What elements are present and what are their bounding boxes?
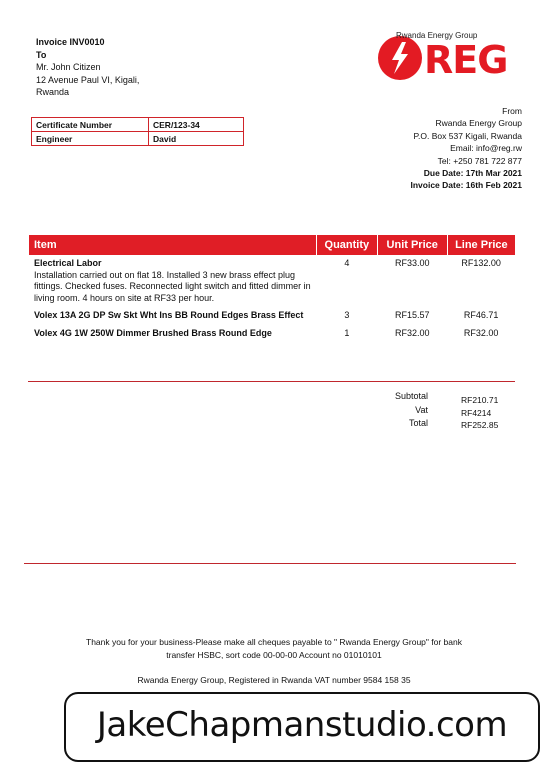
from-company: Rwanda Energy Group bbox=[435, 118, 522, 129]
certificate-number-label: Certificate Number bbox=[32, 118, 149, 132]
item-cell bbox=[29, 307, 316, 325]
certificate-number-value: CER/123-34 bbox=[149, 118, 244, 132]
subtotal-label: Subtotal bbox=[394, 391, 428, 401]
vat-value: RF4214 bbox=[461, 407, 492, 418]
item-cell bbox=[29, 325, 316, 343]
subtotal-value: RF210.71 bbox=[461, 395, 499, 405]
item-unit-price: RF15.57 bbox=[394, 310, 430, 320]
items-divider bbox=[28, 381, 515, 382]
item-quantity: 4 bbox=[344, 258, 350, 268]
item-line-price: RF46.71 bbox=[463, 310, 499, 320]
item-cell bbox=[29, 255, 316, 307]
totals-labels bbox=[380, 390, 428, 431]
due-date: Due Date: 17th Mar 2021 bbox=[423, 168, 522, 179]
header-unit-price: Unit Price bbox=[377, 235, 447, 255]
watermark-banner: JakeChapmanstudio.com bbox=[64, 692, 540, 762]
totals-values bbox=[461, 394, 498, 432]
recipient-address-line-1: 12 Avenue Paul VI, Kigali, bbox=[36, 74, 140, 85]
table-row bbox=[29, 255, 515, 307]
item-description: Installation carried out on flat 18. Installed 3 new brass effect plug fittings. Checked fuses. Reconnected light switch and fitted dimmer in living room. 4 hours on site at RF33 per hour. bbox=[34, 269, 311, 303]
totals-divider bbox=[24, 563, 516, 564]
logo-org-name: Rwanda Energy Group bbox=[396, 31, 478, 40]
footer-registration: Rwanda Energy Group, Registered in Rwanda VAT number 9584 158 35 bbox=[137, 675, 411, 685]
total-label: Total bbox=[408, 418, 428, 428]
footer-thanks bbox=[0, 636, 548, 662]
logo-circle-icon bbox=[378, 36, 422, 80]
recipient-address-line-2: Rwanda bbox=[36, 87, 70, 97]
item-line-price: RF132.00 bbox=[461, 258, 501, 268]
item-title: Volex 13A 2G DP Sw Skt Wht Ins BB Round Edges Brass Effect bbox=[34, 310, 304, 320]
item-quantity: 1 bbox=[344, 327, 350, 338]
invoice-number: Invoice INV0010 bbox=[36, 37, 105, 47]
certificate-row bbox=[32, 118, 244, 132]
footer-thanks-line-2: transfer HSBC, sort code 00-00-00 Account no 01010101 bbox=[166, 650, 382, 660]
recipient-name: Mr. John Citizen bbox=[36, 62, 101, 72]
table-header-row bbox=[29, 235, 515, 255]
company-logo bbox=[378, 31, 513, 81]
item-title: Electrical Labor bbox=[34, 258, 102, 268]
engineer-value: David bbox=[149, 132, 244, 146]
to-label: To bbox=[36, 49, 47, 60]
vat-label: Vat bbox=[415, 404, 428, 415]
line-items-table bbox=[29, 235, 515, 342]
from-label: From bbox=[502, 106, 522, 116]
engineer-label: Engineer bbox=[32, 132, 149, 146]
certificate-row bbox=[32, 132, 244, 146]
table-row bbox=[29, 307, 515, 325]
from-tel: Tel: +250 781 722 877 bbox=[437, 155, 522, 166]
header-quantity: Quantity bbox=[316, 235, 377, 255]
invoice-date: Invoice Date: 16th Feb 2021 bbox=[410, 180, 522, 191]
certificate-table bbox=[31, 117, 244, 146]
header-line-price: Line Price bbox=[447, 235, 515, 255]
from-po-box: P.O. Box 537 Kigali, Rwanda bbox=[413, 130, 522, 141]
item-title: Volex 4G 1W 250W Dimmer Brushed Brass Round Edge bbox=[34, 327, 272, 338]
item-quantity: 3 bbox=[344, 310, 350, 320]
table-row bbox=[29, 325, 515, 343]
item-unit-price: RF33.00 bbox=[394, 258, 430, 268]
total-value: RF252.85 bbox=[461, 420, 499, 430]
footer-thanks-line-1: Thank you for your business-Please make all cheques payable to " Rwanda Energy Group" for bank bbox=[86, 637, 462, 647]
from-block bbox=[411, 105, 523, 192]
item-line-price: RF32.00 bbox=[463, 327, 499, 338]
item-unit-price: RF32.00 bbox=[394, 327, 430, 338]
invoice-header bbox=[36, 36, 139, 99]
logo-letters: REG bbox=[424, 38, 508, 82]
from-email: Email: info@reg.rw bbox=[450, 143, 522, 154]
header-item: Item bbox=[29, 235, 316, 255]
